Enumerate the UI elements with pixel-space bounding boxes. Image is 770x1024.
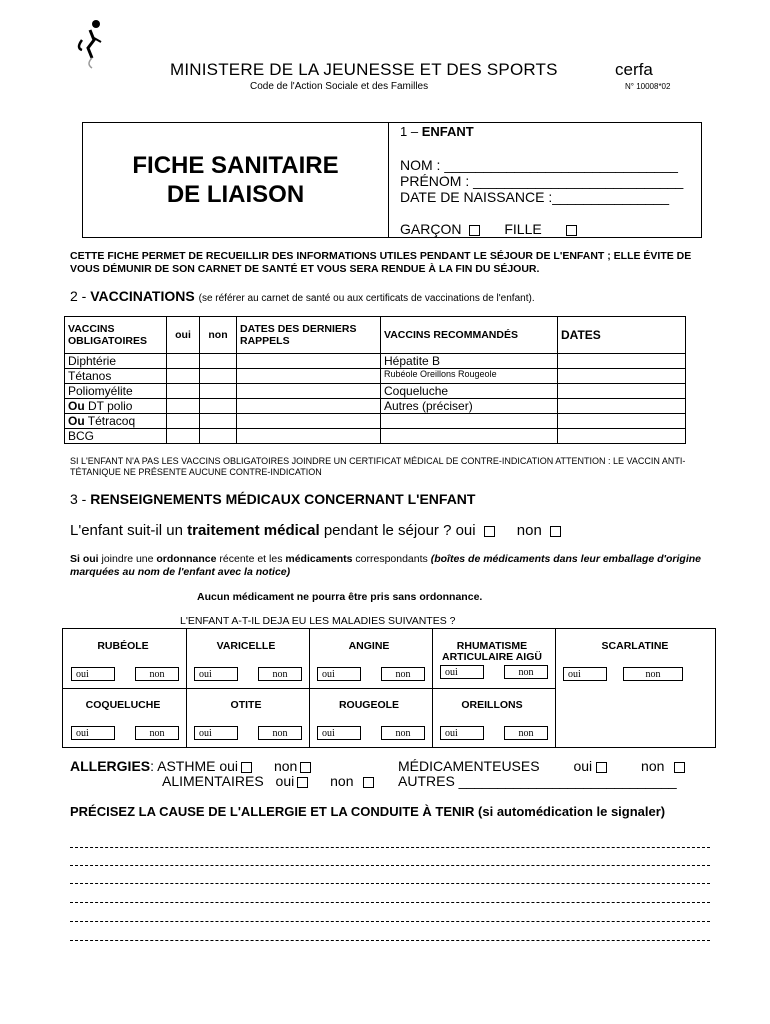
ministry-logo bbox=[68, 18, 108, 78]
recommande-name bbox=[381, 429, 558, 444]
table-row bbox=[65, 384, 686, 399]
answer-line[interactable] bbox=[70, 902, 710, 903]
medicamenteuses-line bbox=[398, 758, 685, 774]
vacc-note: (se référer au carnet de santé ou aux certificats de vaccinations de l'enfant). bbox=[198, 293, 535, 304]
maladie-rhumatisme bbox=[432, 629, 552, 687]
autres-field[interactable]: AUTRES ____________________________ bbox=[398, 773, 677, 789]
vaccin-name-text: DT polio bbox=[84, 399, 133, 413]
allergies-line1 bbox=[70, 758, 311, 774]
maladie-name: RHUMATISME ARTICULAIRE AIGÜ bbox=[442, 640, 542, 663]
oui-cell[interactable] bbox=[167, 414, 200, 429]
answer-line[interactable] bbox=[70, 940, 710, 941]
fille-checkbox[interactable] bbox=[566, 225, 577, 236]
alimentaires-oui-checkbox[interactable] bbox=[297, 777, 308, 788]
oui-box[interactable]: oui bbox=[563, 667, 607, 681]
non-cell[interactable] bbox=[200, 399, 237, 414]
non-cell[interactable] bbox=[200, 369, 237, 384]
allergies-line2 bbox=[162, 773, 374, 789]
section-number: 1 – bbox=[400, 124, 419, 139]
maladie-name: OTITE bbox=[230, 699, 262, 711]
non-cell[interactable] bbox=[200, 429, 237, 444]
med-non-label: non bbox=[641, 758, 665, 774]
col-vaccins-obligatoires: VACCINS OBLIGATOIRES bbox=[65, 317, 167, 354]
vaccin-name: Poliomyélite bbox=[65, 384, 167, 399]
rens-num: 3 - bbox=[70, 491, 87, 507]
oui-box[interactable]: oui bbox=[71, 667, 115, 681]
medicamenteuses-label: MÉDICAMENTEUSES bbox=[398, 758, 540, 774]
si-oui-italic: (boîtes de médicaments dans leur emballage d'origine marquées au nom de l'enfant avec la notice) bbox=[70, 553, 702, 578]
oui-cell[interactable] bbox=[167, 384, 200, 399]
recommande-name: Rubéole Oreillons Rougeole bbox=[381, 369, 558, 384]
col-vaccins-recommandes: VACCINS RECOMMANDÉS bbox=[381, 317, 558, 354]
alimentaires-oui-label: oui bbox=[275, 773, 295, 789]
non-box[interactable]: non bbox=[258, 667, 302, 681]
renseignements-heading bbox=[70, 491, 475, 507]
section-label: ENFANT bbox=[421, 124, 474, 139]
oui-box[interactable]: oui bbox=[194, 667, 238, 681]
maladie-name: ROUGEOLE bbox=[338, 699, 400, 711]
medicaments-bold: médicaments bbox=[285, 553, 353, 565]
code-reference: Code de l'Action Sociale et des Familles bbox=[250, 81, 429, 92]
non-cell[interactable] bbox=[200, 414, 237, 429]
section-enfant-title bbox=[400, 124, 474, 139]
q-pre: L'enfant suit-il un bbox=[70, 522, 188, 539]
asthme-non-checkbox[interactable] bbox=[300, 762, 311, 773]
date-cell[interactable] bbox=[558, 414, 686, 429]
si-oui-text: récente et les bbox=[216, 553, 286, 565]
garcon-label: GARÇON bbox=[400, 221, 462, 237]
maladie-name: ANGINE bbox=[348, 640, 390, 652]
answer-line[interactable] bbox=[70, 883, 710, 884]
asthme-label: : ASTHME oui bbox=[150, 758, 239, 774]
si-oui-text: correspondants bbox=[352, 553, 431, 565]
maladie-name: COQUELUCHE bbox=[85, 699, 161, 711]
form-title bbox=[83, 151, 388, 209]
rappel-cell[interactable] bbox=[237, 429, 381, 444]
traitement-oui-checkbox[interactable] bbox=[484, 526, 495, 537]
non-box[interactable]: non bbox=[623, 667, 683, 681]
answer-line[interactable] bbox=[70, 865, 710, 866]
alimentaires-non-label: non bbox=[330, 773, 354, 789]
date-naissance-field[interactable]: DATE DE NAISSANCE :_______________ bbox=[400, 189, 670, 205]
oui-box[interactable]: oui bbox=[317, 726, 361, 740]
vaccin-name: BCG bbox=[65, 429, 167, 444]
ou-label: Ou bbox=[68, 399, 85, 413]
date-cell[interactable] bbox=[558, 384, 686, 399]
non-box[interactable]: non bbox=[135, 726, 179, 740]
vaccin-name: Diphtérie bbox=[65, 354, 167, 369]
q-post: pendant le séjour ? oui bbox=[319, 522, 476, 539]
recommande-name bbox=[381, 414, 558, 429]
med-oui-checkbox[interactable] bbox=[596, 762, 607, 773]
alimentaires-non-checkbox[interactable] bbox=[363, 777, 374, 788]
maladies-grid bbox=[62, 628, 716, 748]
maladie-name: RUBÉOLE bbox=[97, 640, 149, 652]
non-box[interactable]: non bbox=[258, 726, 302, 740]
table-row bbox=[65, 369, 686, 384]
non-box[interactable]: non bbox=[135, 667, 179, 681]
box-divider bbox=[388, 123, 389, 237]
rens-title: RENSEIGNEMENTS MÉDICAUX CONCERNANT L'ENFANT bbox=[90, 491, 476, 507]
col-non: non bbox=[200, 317, 237, 354]
maladie-name: VARICELLE bbox=[216, 640, 276, 652]
oui-box[interactable]: oui bbox=[440, 665, 484, 679]
recommande-name: Coqueluche bbox=[381, 384, 558, 399]
oui-cell[interactable] bbox=[167, 399, 200, 414]
non-box[interactable]: non bbox=[504, 726, 548, 740]
table-row bbox=[65, 429, 686, 444]
oui-cell[interactable] bbox=[167, 354, 200, 369]
maladie-rougeole bbox=[309, 688, 429, 746]
si-oui-instructions bbox=[70, 553, 710, 579]
answer-line[interactable] bbox=[70, 847, 710, 848]
fille-label: FILLE bbox=[504, 221, 542, 237]
traitement-non-checkbox[interactable] bbox=[550, 526, 561, 537]
maladie-varicelle bbox=[186, 629, 306, 687]
sex-choice bbox=[400, 221, 577, 237]
vaccine-warning: SI L'ENFANT N'A PAS LES VACCINS OBLIGATOIRES JOINDRE UN CERTIFICAT MÉDICAL DE CONTRE-INDICATION ATTENTION : LE VACCIN ANTI-TÉTANIQUE NE PRÉSENTE AUCUNE CONTRE-INDICATION bbox=[70, 456, 686, 477]
vaccin-name bbox=[65, 414, 167, 429]
col-dates: DATES bbox=[558, 317, 686, 354]
maladie-name: OREILLONS bbox=[461, 699, 523, 711]
traitement-question bbox=[70, 522, 561, 539]
med-non-checkbox[interactable] bbox=[674, 762, 685, 773]
non-box[interactable]: non bbox=[381, 726, 425, 740]
si-oui-text: joindre une bbox=[98, 553, 157, 565]
prenom-field[interactable]: PRÉNOM : ___________________________ bbox=[400, 173, 684, 189]
maladie-otite bbox=[186, 688, 306, 746]
cerfa-number: N° 10008*02 bbox=[625, 82, 671, 91]
oui-cell[interactable] bbox=[167, 369, 200, 384]
intro-text: CETTE FICHE PERMET DE RECUEILLIR DES INFORMATIONS UTILES PENDANT LE SÉJOUR DE L'ENFANT ; ELLE ÉVITE DE VOUS DÉMUNIR DE SON CARNET DE SANTÉ ET VOUS SERA RENDUE À LA FIN DU SÉJOUR. bbox=[70, 250, 692, 275]
oui-box[interactable]: oui bbox=[317, 667, 361, 681]
answer-line[interactable] bbox=[70, 921, 710, 922]
si-oui-bold: Si oui bbox=[70, 553, 99, 565]
vaccinations-heading bbox=[70, 288, 535, 304]
non-cell[interactable] bbox=[200, 354, 237, 369]
recommande-name: Hépatite B bbox=[381, 354, 558, 369]
rappel-cell[interactable] bbox=[237, 399, 381, 414]
date-cell[interactable] bbox=[558, 399, 686, 414]
asthme-non-label: non bbox=[273, 758, 298, 774]
maladie-scarlatine bbox=[555, 629, 715, 687]
non-box[interactable]: non bbox=[504, 665, 548, 679]
rappel-cell[interactable] bbox=[237, 354, 381, 369]
non-box[interactable]: non bbox=[381, 667, 425, 681]
table-row bbox=[65, 399, 686, 414]
precise-allergie-heading: PRÉCISEZ LA CAUSE DE L'ALLERGIE ET LA CONDUITE À TENIR (si automédication le signaler) bbox=[70, 804, 666, 819]
form-title-line1: FICHE SANITAIRE bbox=[132, 152, 339, 179]
aucun-medicament-notice: Aucun médicament ne pourra être pris sans ordonnance. bbox=[197, 591, 483, 603]
q-bold: traitement médical bbox=[187, 522, 320, 539]
vaccin-name-text: Tétracoq bbox=[84, 414, 136, 428]
asthme-oui-checkbox[interactable] bbox=[241, 762, 252, 773]
garcon-checkbox[interactable] bbox=[469, 225, 480, 236]
rappel-cell[interactable] bbox=[237, 414, 381, 429]
maladie-name: SCARLATINE bbox=[601, 640, 669, 652]
allergies-label: ALLERGIES bbox=[70, 758, 151, 774]
oui-cell[interactable] bbox=[167, 429, 200, 444]
oui-box[interactable]: oui bbox=[440, 726, 484, 740]
nom-field[interactable]: NOM : ______________________________ bbox=[400, 157, 678, 173]
table-row bbox=[65, 414, 686, 429]
q-non: non bbox=[516, 522, 542, 539]
med-oui-label: oui bbox=[573, 758, 593, 774]
cerfa-label: cerfa bbox=[615, 60, 653, 79]
maladies-title: L'ENFANT A-T-IL DEJA EU LES MALADIES SUIVANTES ? bbox=[180, 615, 456, 627]
maladie-angine bbox=[309, 629, 429, 687]
non-cell[interactable] bbox=[200, 384, 237, 399]
rappel-cell[interactable] bbox=[237, 369, 381, 384]
identity-box bbox=[82, 122, 702, 238]
vacc-title: VACCINATIONS bbox=[90, 288, 195, 304]
alimentaires-label: ALIMENTAIRES bbox=[162, 773, 264, 789]
form-title-line2: DE LIAISON bbox=[166, 181, 305, 208]
oui-box[interactable]: oui bbox=[71, 726, 115, 740]
ministry-name: MINISTERE DE LA JEUNESSE ET DES SPORTS bbox=[170, 60, 558, 79]
vaccin-name bbox=[65, 399, 167, 414]
vaccinations-table bbox=[64, 316, 686, 444]
vacc-num: 2 - bbox=[70, 288, 87, 304]
maladie-oreillons bbox=[432, 688, 552, 746]
recommande-name: Autres (préciser) bbox=[381, 399, 558, 414]
maladie-rubeole bbox=[63, 629, 183, 687]
date-cell[interactable] bbox=[558, 429, 686, 444]
rappel-cell[interactable] bbox=[237, 384, 381, 399]
date-cell[interactable] bbox=[558, 354, 686, 369]
maladie-coqueluche bbox=[63, 688, 183, 746]
ordonnance-bold: ordonnance bbox=[156, 553, 217, 565]
vaccin-name: Tétanos bbox=[65, 369, 167, 384]
oui-box[interactable]: oui bbox=[194, 726, 238, 740]
date-cell[interactable] bbox=[558, 369, 686, 384]
col-dates-rappels: DATES DES DERNIERS RAPPELS bbox=[237, 317, 381, 354]
table-row bbox=[65, 354, 686, 369]
ou-label: Ou bbox=[68, 414, 85, 428]
col-oui: oui bbox=[167, 317, 200, 354]
